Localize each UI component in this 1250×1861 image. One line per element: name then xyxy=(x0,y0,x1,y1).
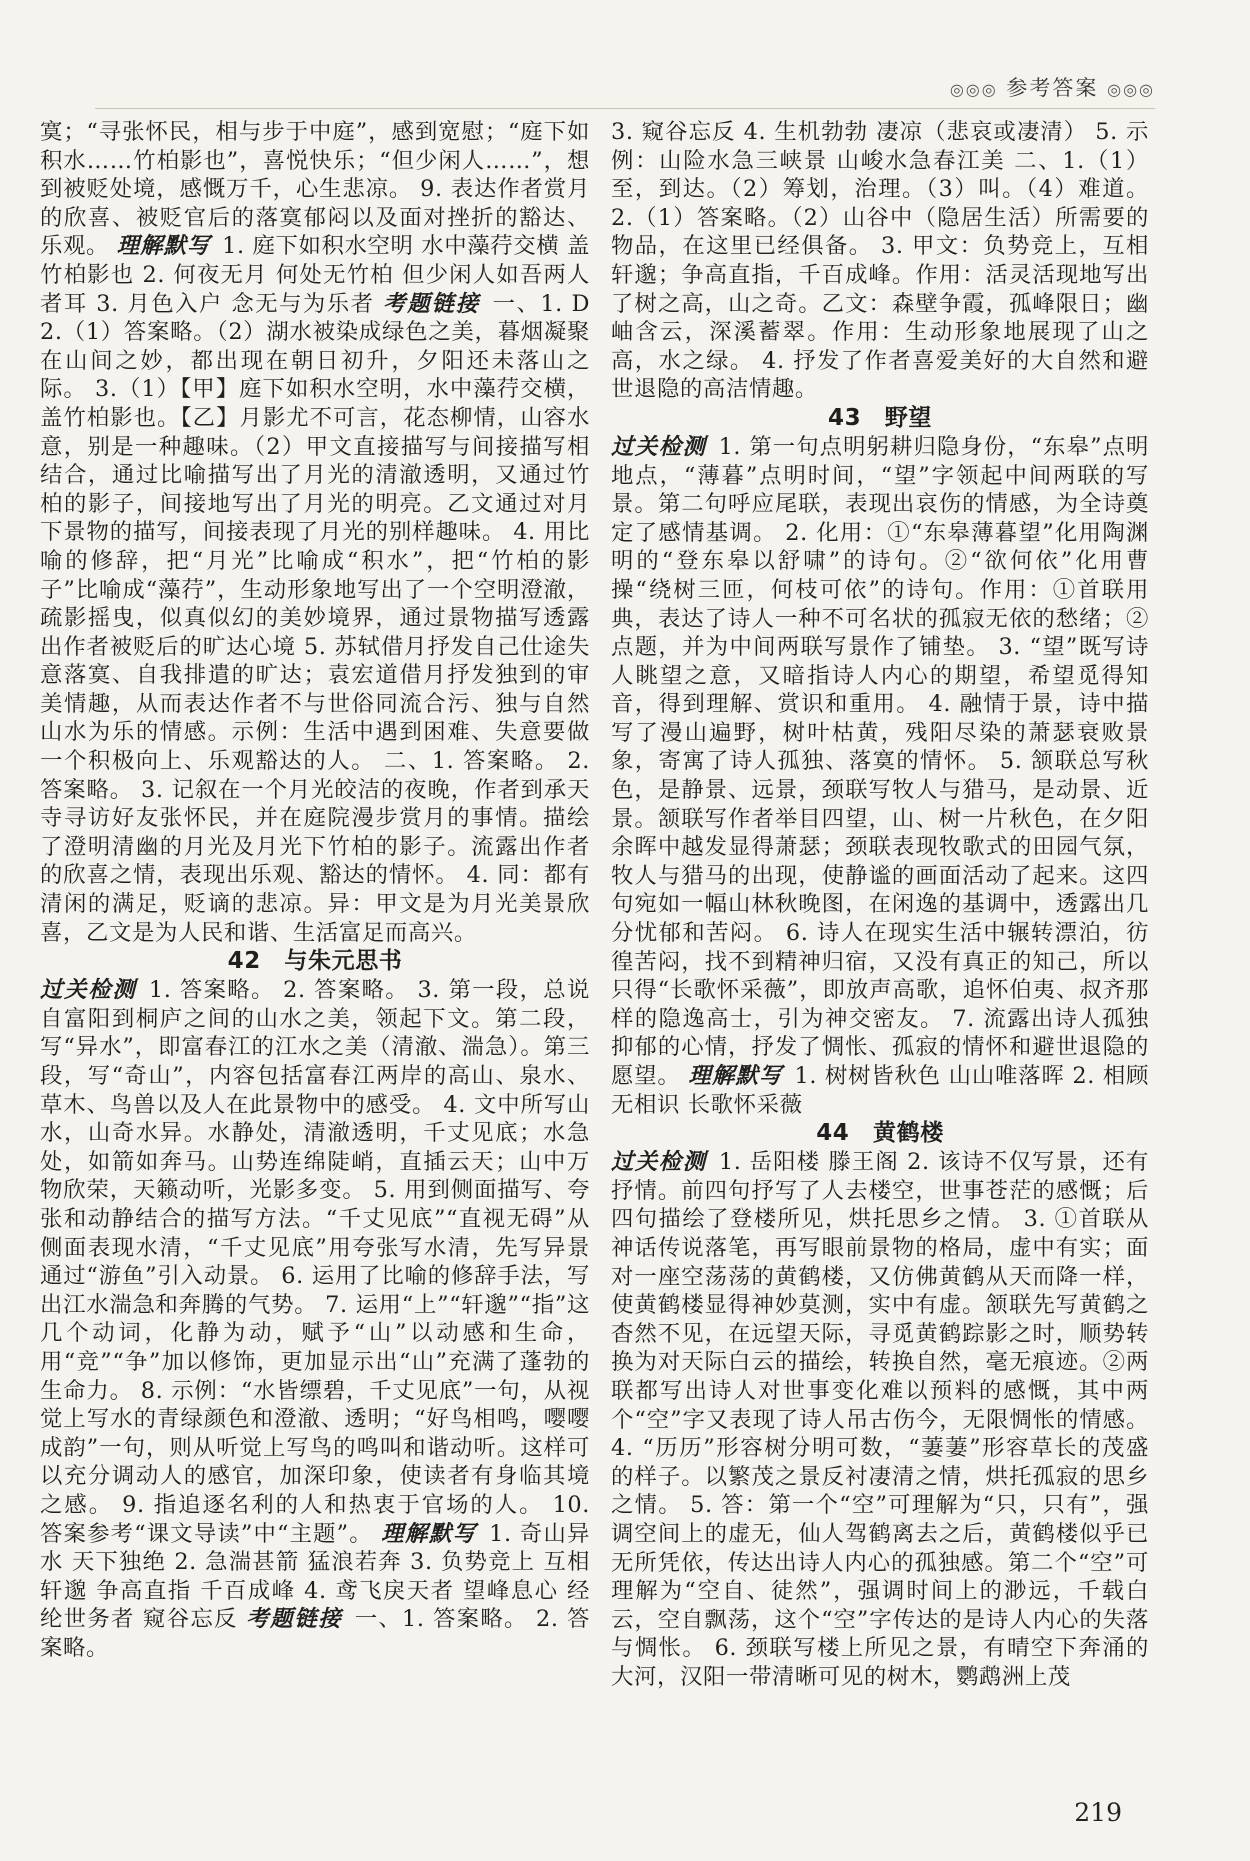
header-rule xyxy=(95,108,1155,109)
answer-text: 1. 答案略。 2. 答案略。 3. 第一段，总说自富阳到桐庐之间的山水之美，领起下文。第二段，写“异水”，即富春江的江水之美（清澈、湍急）。第三段，写“奇山”，内容包括富春江两岸的高山、泉水、草木、鸟兽以及人在此景物中的感受。 4. 文中所写山水，山奇水异。水静处，清澈透明，千丈见底；水急处，如箭如奔马。山势连绵陡峭，直插云天；山中万物欣荣，天籁动听，光影多变。 5. 用到侧面描写、夸张和动静结合的描写方法。“千丈见底”“直视无碍”从侧面表现水清，“千丈见底”用夸张写水清，先写异景通过“游鱼”引入动景。 6. 运用了比喻的修辞手法，写出江水湍急和奔腾的气势。 7. 运用“上”“轩邈”“指”这几个动词，化静为动，赋予“山”以动感和生命，用“竞”“争”加以修饰，更加显示出“山”充满了蓬勃的生命力。 8. 示例：“水皆缥碧，千丈见底”一句，从视觉上写水的青绿颜色和澄澈、透明；“好鸟相鸣，嘤嘤成韵”一句，则从听觉上写鸟的鸣叫和谐动听。这样可以充分调动人的感官，加深印象，使读者有身临其境之感。 9. 指追逐名利的人和热衷于官场的人。 10. 答案参考“课文导读”中“主题”。 xyxy=(40,977,590,1547)
lesson-title-42: 42 与朱元思书 xyxy=(227,948,403,975)
ornament-left: ◎◎◎ xyxy=(949,80,998,99)
answer-text: 寞；“寻张怀民，相与步于中庭”，感到宽慰；“庭下如积水……竹柏影也”，喜悦快乐；“但少闲人……”，想到被贬处境，感慨万千，心生悲凉。 9. 表达作者赏月的欣喜、被贬官后的落寞郁闷以及面对挫折的豁达、乐观。 xyxy=(40,119,590,260)
answer-paragraph xyxy=(611,118,1149,404)
left-column xyxy=(40,118,590,1662)
answer-text: 1. 庭下如积水空明 水中藻荇交横 盖竹柏影也 2. 何夜无月 何处无竹柏 但少闲人如吾两人者耳 3. 月色入户 念无与为乐者 xyxy=(40,233,590,317)
answer-text: 1. 奇山异水 天下独绝 2. 急湍甚箭 猛浪若奔 3. 负势竞上 互相轩邈 争高直指 千百成峰 4. 鸢飞戾天者 望峰息心 经纶世务者 窥谷忘反 xyxy=(40,1520,591,1633)
section-tag: 过关检测 xyxy=(40,977,137,1004)
answer-paragraph xyxy=(611,433,1149,1119)
lesson-title-44: 44 黄鹤楼 xyxy=(816,1120,944,1147)
answer-text: 3. 窥谷忘反 4. 生机勃勃 凄凉（悲哀或凄清） 5. 示例：山险水急三峡景 山峻水急春江美 二、1.（1）至，到达。（2）筹划，治理。（3）叫。（4）难道。 2.（1）答案略。（2）山谷中（隐居生活）所需要的物品，在这里已经俱备。 3. 甲文：负势竞上，互相轩邈；争高直指，千百成峰。作用：活灵活现地写出了树之高，山之奇。乙文：森壁争霞，孤峰限日；幽岫含云，深溪蓄翠。作用：生动形象地展现了山之高，水之绿。 4. 抒发了作者喜爱美好的大自然和避世退隐的高洁情趣。 xyxy=(611,119,1149,403)
answer-text: 一、1. 答案略。 2. 答案略。 xyxy=(40,1606,590,1661)
answer-text: 1. 岳阳楼 滕王阁 2. 该诗不仅写景，还有抒情。前四句抒写了人去楼空，世事苍茫的感慨；后四句描绘了登楼所见，烘托思乡之情。 3. ①首联从神话传说落笔，再写眼前景物的格局，虚中有实；面对一座空荡荡的黄鹤楼，又仿佛黄鹤从天而降一样，使黄鹤楼显得神妙莫测，实中有虚。颔联先写黄鹤之杳然不见，在远望天际，寻觅黄鹤踪影之时，顺势转换为对天际白云的描绘，转换自然，毫无痕迹。②两联都写出诗人对世事变化难以预料的感慨，其中两个“空”字又表现了诗人吊古伤今，无限惆怅的情感。 4. “历历”形容树分明可数，“萋萋”形容草长的茂盛的样子。以繁茂之景反衬凄清之情，烘托孤寂的思乡之情。 5. 答：第一个“空”可理解为“只，只有”，强调空间上的虚无，仙人驾鹤离去之后，黄鹤楼似乎已无所凭依，传达出诗人内心的孤独感。第二个“空”可理解为“空自、徒然”，强调时间上的渺远，千载白云，空自飘荡，这个“空”字传达的是诗人内心的失落与惆怅。 6. 颈联写楼上所见之景，有晴空下奔涌的大河，汉阳一带清晰可见的树木，鹦鹉洲上茂 xyxy=(611,1149,1149,1690)
answer-text: 1. 第一句点明躬耕归隐身份，“东皋”点明地点，“薄暮”点明时间，“望”字领起中间两联的写景。第二句呼应尾联，表现出哀伤的情感，为全诗奠定了感情基调。 2. 化用：①“东皋薄暮望”化用陶渊明的“登东皋以舒啸”的诗句。②“欲何依”化用曹操“绕树三匝，何枝可依”的诗句。作用：①首联用典，表达了诗人一种不可名状的孤寂无依的愁绪；②点题，并为中间两联写景作了铺垫。 3. “望”既写诗人眺望之意，又暗指诗人内心的期望，希望觅得知音，得到理解、赏识和重用。 4. 融情于景，诗中描写了漫山遍野，树叶枯黄，残阳尽染的萧瑟衰败景象，寄寓了诗人孤独、落寞的情怀。 5. 颔联总写秋色，是静景、远景，颈联写牧人与猎马，是动景、近景。颔联写作者举目四望，山、树一片秋色，在夕阳余晖中越发显得萧瑟；颈联表现牧歌式的田园气氛，牧人与猎马的出现，使静谧的画面活动了起来。这四句宛如一幅山林秋晚图，在闲逸的基调中，透露出几分忧郁和苦闷。 6. 诗人在现实生活中辗转漂泊，彷徨苦闷，找不到精神归宿，又没有真正的知己，所以只得“长歌怀采薇”，即放声高歌，追怀伯夷、叔齐那样的隐逸高士，引为神交密友。 7. 流露出诗人孤独抑郁的心情，抒发了惆怅、孤寂的情怀和避世退隐的愿望。 xyxy=(611,433,1150,1089)
ornament-right: ◎◎◎ xyxy=(1107,80,1155,99)
page-header xyxy=(950,72,1155,102)
section-tag: 考题链接 xyxy=(383,290,481,317)
section-tag: 过关检测 xyxy=(611,433,707,460)
lesson-title-43: 43 野望 xyxy=(827,404,932,431)
header-title: 参考答案 xyxy=(1006,76,1099,100)
answer-paragraph xyxy=(40,118,590,947)
answer-paragraph xyxy=(40,976,590,1662)
answer-text: 1. 树树皆秋色 山山唯落晖 2. 相顾无相识 长歌怀采薇 xyxy=(611,1063,1149,1118)
page-number: 219 xyxy=(1074,1798,1122,1827)
section-tag: 理解默写 xyxy=(688,1063,783,1089)
section-tag: 理解默写 xyxy=(381,1520,477,1547)
section-tag: 理解默写 xyxy=(116,233,211,260)
answer-text: 一、1. D 2.（1）答案略。（2）湖水被染成绿色之美，暮烟凝聚在山间之妙，都出现在朝日初升，夕阳还未落山之际。 3.（1）【甲】庭下如积水空明，水中藻荇交横，盖竹柏影也。【乙】月影尤不可言，花态柳情，山容水意，别是一种趣味。（2）甲文直接描写与间接描写相结合，通过比喻描写出了月光的清澈透明，又通过竹柏的影子，间接地写出了月光的明亮。乙文通过对月下景物的描写，间接表现了月光的别样趣味。 4. 用比喻的修辞，把“月光”比喻成“积水”，把“竹柏的影子”比喻成“藻荇”，生动形象地写出了一个空明澄澈，疏影摇曳，似真似幻的美妙境界，通过景物描写透露出作者被贬后的旷达心境 5. 苏轼借月抒发自己仕途失意落寞、自我排遣的旷达；袁宏道借月抒发独到的审美情趣，从而表达作者不与世俗同流合污、独与自然山水为乐的情感。示例：生活中遇到困难、失意要做一个积极向上、乐观豁达的人。 二、1. 答案略。 2. 答案略。 3. 记叙在一个月光皎洁的夜晚，作者到承天寺寻访好友张怀民，并在庭院漫步赏月的事情。描绘了澄明清幽的月光及月光下竹柏的影子。流露出作者的欣喜之情，表现出乐观、豁达的情怀。 4. 同：都有清闲的满足，贬谪的悲凉。异：甲文是为月光美景欣喜，乙文是为人民和谐、生活富足而高兴。 xyxy=(40,290,591,946)
section-tag: 考题链接 xyxy=(246,1606,343,1633)
section-tag: 过关检测 xyxy=(611,1149,707,1176)
answer-paragraph xyxy=(611,1148,1149,1691)
right-column xyxy=(611,118,1149,1691)
